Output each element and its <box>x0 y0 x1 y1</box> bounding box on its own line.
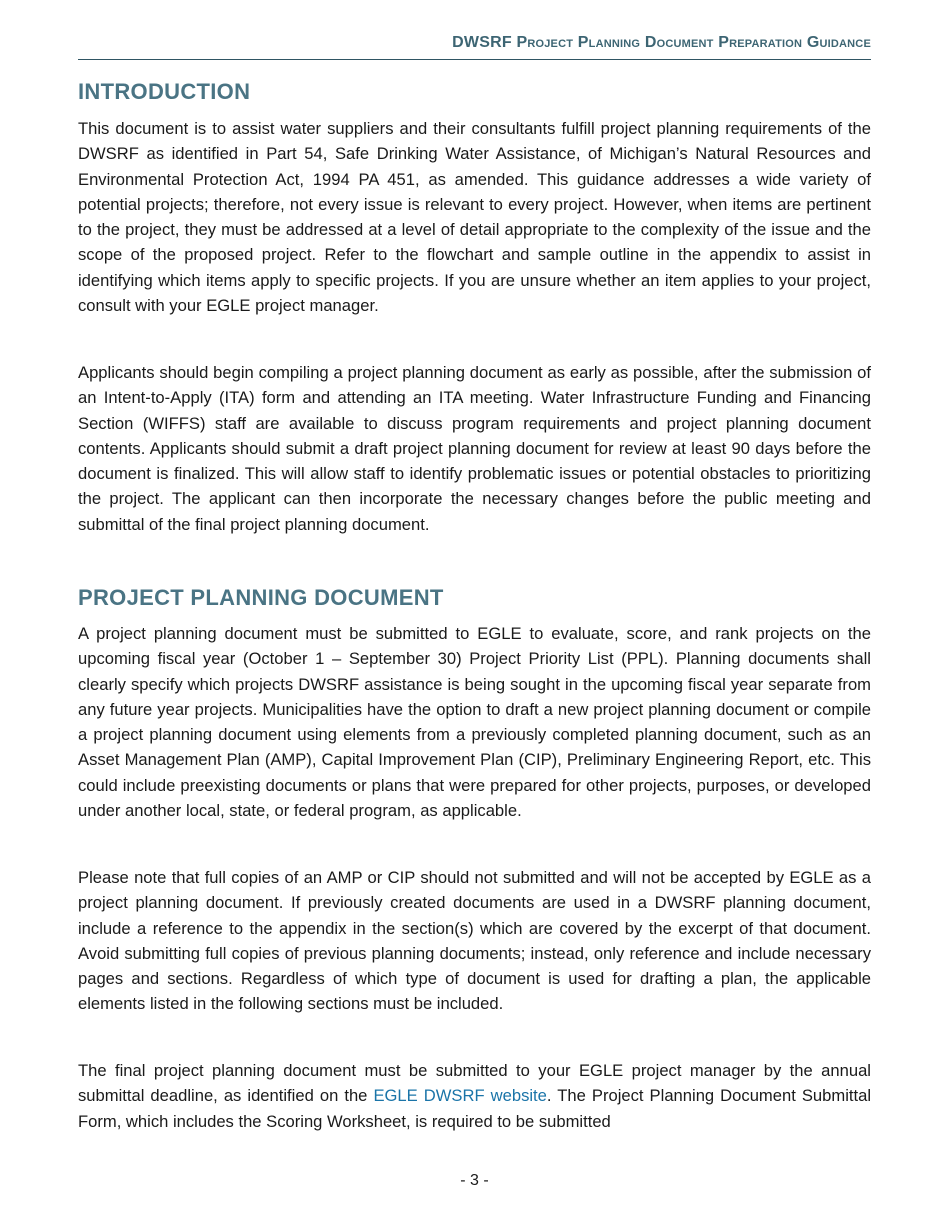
egle-dwsrf-website-link[interactable]: EGLE DWSRF website <box>373 1086 547 1106</box>
paragraph: This document is to assist water suppliers and their consultants fulfill project planning requirements of the DWSRF as identified in Part 54, Safe Drinking Water Assistance, of Michigan’s Natural Resources and Environmental Protection Act, 1994 PA 451, as amended. This guidance addresses a wide variety of potential projects; therefore, not every issue is relevant to every project. However, when items are pertinent to the project, they must be addressed at a level of detail appropriate to the complexity of the issue and the scope of the proposed project. Refer to the flowchart and sample outline in the appendix to assist in identifying which items apply to specific projects. If you are unsure whether an item applies to your project, consult with your EGLE project manager. <box>78 119 871 316</box>
running-header: DWSRF Project Planning Document Preparation Guidance <box>452 34 871 51</box>
paragraph: A project planning document must be submitted to EGLE to evaluate, score, and rank projects on the upcoming fiscal year (October 1 – September 30) Project Priority List (PPL). Planning documents shall clearly specify which projects DWSRF assistance is being sought in the upcoming fiscal year separate from any future year projects. Municipalities have the option to draft a new project planning document or compile a project planning document using elements from a previously completed planning document, such as an Asset Management Plan (AMP), Capital Improvement Plan (CIP), Preliminary Engineering Report, etc. This could include preexisting documents or plans that were prepared for other projects, purposes, or developed under another local, state, or federal program, as applicable. <box>78 624 871 821</box>
paragraph: Please note that full copies of an AMP or CIP should not submitted and will not be accepted by EGLE as a project planning document. If previously created documents are used in a DWSRF planning document, include a reference to the appendix in the section(s) which are covered by the excerpt of that document. Avoid submitting full copies of previous planning documents; instead, only reference and include necessary pages and sections. Regardless of which type of document is used for drafting a plan, the applicable elements listed in the following sections must be included. <box>78 868 871 1014</box>
page-number: - 3 - <box>460 1172 489 1189</box>
header-divider <box>78 59 871 60</box>
paragraph: Applicants should begin compiling a project planning document as early as possible, after the submission of an Intent-to-Apply (ITA) form and attending an ITA meeting. Water Infrastructure Funding and Financing Section (WIFFS) staff are available to discuss program requirements and project planning document contents. Applicants should submit a draft project planning document for review at least 90 days before the document is finalized. This will allow staff to identify problematic issues or potential obstacles to prioritizing the project. The applicant can then incorporate the necessary changes before the public meeting and submittal of the final project planning document. <box>78 363 871 534</box>
section-heading-introduction: INTRODUCTION <box>78 79 251 104</box>
paragraph-text: The final project planning document must be submitted to your EGLE project manager by the annual submittal deadline, as identified on the <box>78 1061 871 1106</box>
paragraph <box>78 1058 871 1134</box>
paragraph-text: . The Project Planning Document Submittal Form, which includes the Scoring Worksheet, is required to be submitted <box>78 1086 872 1131</box>
section-heading-project-planning-document: PROJECT PLANNING DOCUMENT <box>78 585 444 610</box>
